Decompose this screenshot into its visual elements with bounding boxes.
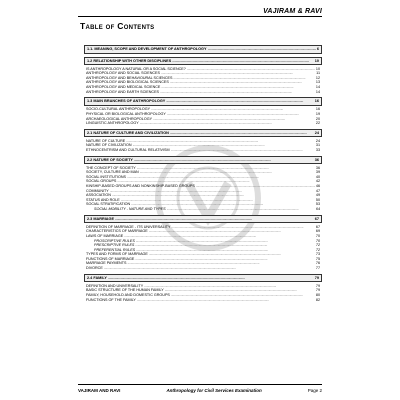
toc-entry-page: 36 [314,157,319,162]
toc-section-row[interactable] [85,157,321,164]
toc-section-row[interactable] [85,130,321,137]
toc-entry-label: 2.3 MARRIAGE [87,216,115,221]
footer-brand: VAJIRAM AND RAVI [78,388,121,393]
toc-entry-label: SOCIAL STRATIFICATION [86,202,131,207]
toc-entry-page: 12 [315,75,320,80]
toc-entry-page: 64 [315,207,320,212]
toc-entry-label: ANTHROPOLOGY AND EARTH SCIENCES [86,89,160,94]
page-title: Table of Contents [80,21,155,31]
toc-entry-label: BASIC STRUCTURE OF THE HUMAN FAMILY [86,288,164,293]
toc-entry-label: TYPES AND FORMS OF MARRIAGE [86,252,148,257]
toc-entry-page: 82 [315,297,320,302]
toc-entry-label: FUNCTIONS OF MARRIAGE [86,256,135,261]
toc-entry-page: 31 [315,143,320,148]
toc-entry-page: 72 [315,243,320,248]
toc-entry-page: 69 [315,229,320,234]
toc-entry-label: 1.3 MAIN BRANCHES OF ANTHROPOLOGY [87,99,166,104]
toc-entry-label: FAMILY, HOUSEHOLD AND DOMESTIC GROUPS [86,292,170,297]
toc-entry-page: 40 [315,174,320,179]
toc-entry-label: DEFINITION AND UNIVERSALITY [86,283,144,288]
toc-entry-page: 79 [314,275,319,280]
toc-entry[interactable] [84,266,322,271]
dot-leader [171,148,315,153]
footer-subtitle: Anthropology for Civil Services Examination [166,388,262,393]
toc-entry-label: ARCHAEOLOGICAL ANTHROPOLOGY [86,116,153,121]
dot-leader [167,207,315,212]
toc-section-row[interactable] [85,46,321,53]
toc-section-header [84,215,322,224]
toc-entry-label: THE CONCEPT OF SOCIETY [86,165,136,170]
dot-leader [134,157,314,164]
toc-section-header [84,156,322,165]
toc-entry-page: 49 [315,193,320,198]
toc-entry-page: 39 [315,170,320,175]
toc-entry-label: DIVORCE [86,266,103,271]
toc-entry-label: ANTHROPOLOGY AND BEHAVIOURAL SCIENCES [86,75,173,80]
toc-section-row[interactable] [85,58,321,65]
toc-entry-label: DEFINITION OF MARRIAGE - ITS UNIVERSALITY [86,224,171,229]
toc-entry-page: 53 [315,202,320,207]
toc-entry-label: FUNCTIONS OF THE FAMILY [86,297,136,302]
toc-entry-page: 46 [315,184,320,189]
toc-entry-label: 2.2 NATURE OF SOCIETY [87,157,133,162]
toc-entry-page: 24 [314,130,319,135]
toc-entry-page: 76 [315,261,320,266]
toc-entry-page: 70 [315,238,320,243]
toc-entry-page: 10 [314,58,319,63]
toc-entry-label: PRESCRIPTIVE RULES [94,243,135,248]
toc-section-row[interactable] [85,275,321,282]
toc-entry[interactable] [84,121,322,126]
toc-entry-page: 16 [314,99,319,104]
toc-entry-label: NATURE OF CIVILIZATION [86,143,132,148]
toc-section-header [84,274,322,283]
toc-entry-label: COMMUNITY [86,188,109,193]
toc-entry-label: 1.2 RELATIONSHIP WITH OTHER DISCIPLINES [87,58,172,63]
toc-entry-page: 33 [315,148,320,152]
table-of-contents [84,45,322,302]
toc-entry-page: 10 [315,66,320,71]
toc-entry-page: 6 [316,47,319,51]
toc-entry-label: SOCIAL MOBILITY - NATURE AND TYPES [94,207,166,212]
document-page [78,8,322,396]
toc-entry-label: PREFERENTIAL RULES [94,247,136,252]
toc-entry-label: PROSCRIPTIVE RULES [94,238,135,243]
toc-entry[interactable] [84,90,322,95]
dot-leader [160,90,315,95]
toc-entry-page: 14 [315,85,320,90]
toc-entry-page: 79 [315,288,320,293]
toc-entry-page: 36 [315,165,320,170]
toc-entry-page: 72 [315,247,320,252]
dot-leader [170,130,314,137]
toc-entry-page: 19 [315,111,320,116]
toc-entry-label: 2.4 FAMILY [87,275,107,280]
toc-entry-page: 77 [315,266,320,271]
toc-entry[interactable] [84,298,322,303]
toc-entry-page: 22 [315,121,320,126]
toc-entry-page: 73 [315,252,320,257]
toc-entry-label: LINGUISTIC ANTHROPOLOGY [86,121,139,126]
toc-entry-page: 20 [315,116,320,121]
dot-leader [137,298,315,303]
dot-leader [172,58,314,65]
toc-entry-label: ANTHROPOLOGY AND SOCIAL SCIENCES [86,71,160,76]
toc-entry-label: KINSHIP-BASED GROUPS AND NONKINSHIP-BASED GROUPS [86,184,195,189]
toc-entry-label: MARRIAGE PAYMENTS [86,261,127,266]
toc-section-row[interactable] [85,98,321,105]
dot-leader [108,275,314,282]
toc-section-header [84,97,322,106]
toc-entry-label: LAWS OF MARRIAGE [86,233,124,238]
toc-entry-label: SOCIETY, CULTURE AND MAN [86,170,139,175]
toc-entry-page: 47 [315,188,320,193]
page-footer [78,384,322,396]
toc-entry-page: 70 [315,233,320,238]
toc-entry[interactable] [84,207,322,212]
toc-entry-page: 11 [316,71,320,76]
dot-leader [208,46,316,53]
dot-leader [140,121,315,126]
toc-entry-label: ANTHROPOLOGY AND MEDICAL SCIENCE [86,85,161,90]
toc-entry-page: 67 [314,216,319,221]
toc-entry-page: 14 [315,89,320,94]
toc-entry-label: PHYSICAL OR BIOLOGICAL ANTHROPOLOGY [86,111,166,116]
toc-entry-label: 1.1. MEANING, SCOPE AND DEVELOPMENT OF ANTHROPOLOGY [87,47,207,51]
toc-entry[interactable] [84,148,322,153]
toc-entry-page: 24 [315,138,320,143]
toc-entry-label: NATURE OF CULTURE [86,138,126,143]
toc-entry-page: 16 [315,107,320,112]
toc-entry-label: STATUS AND ROLE [86,197,120,202]
toc-entry-label: SOCIAL INSTITUTIONS [86,174,127,179]
toc-entry-label: IS ANTHROPOLOGY A NATURAL OR A SOCIAL SCIENCE? [86,66,186,71]
toc-entry-label: SOCIO-CULTURAL ANTHROPOLOGY [86,107,151,112]
dot-leader [166,98,313,105]
dot-leader [115,216,314,223]
toc-section-row[interactable] [85,216,321,223]
toc-entry-page: 75 [315,256,320,261]
toc-entry-label: ANTHROPOLOGY AND BIOLOGICAL SCIENCES [86,80,169,85]
dot-leader [104,266,315,271]
toc-section-header [84,129,322,138]
toc-entry-page: 13 [315,80,320,85]
toc-section-header [84,57,322,66]
page-header: VAJIRAM & RAVI [78,8,322,17]
toc-entry-page: 50 [315,197,320,202]
toc-entry-page: 67 [315,224,320,229]
toc-entry-label: ASSOCIATION [86,193,111,198]
toc-entry-page: 79 [315,283,320,288]
toc-entry-page: 80 [315,292,320,297]
toc-entry-label: CHARACTERISTICS OF MARRIAGE [86,229,148,234]
toc-entry-label: 2.1 NATURE OF CULTURE AND CIVILIZATION [87,130,169,135]
page-number: Page 2 [307,388,322,393]
toc-entry-label: SOCIAL GROUPS [86,179,117,184]
toc-section-header [84,45,322,54]
toc-entry-label: ETHNOCENTRISM AND CULTURAL RELATIVISM [86,148,170,152]
toc-entry-page: 42 [315,179,320,184]
